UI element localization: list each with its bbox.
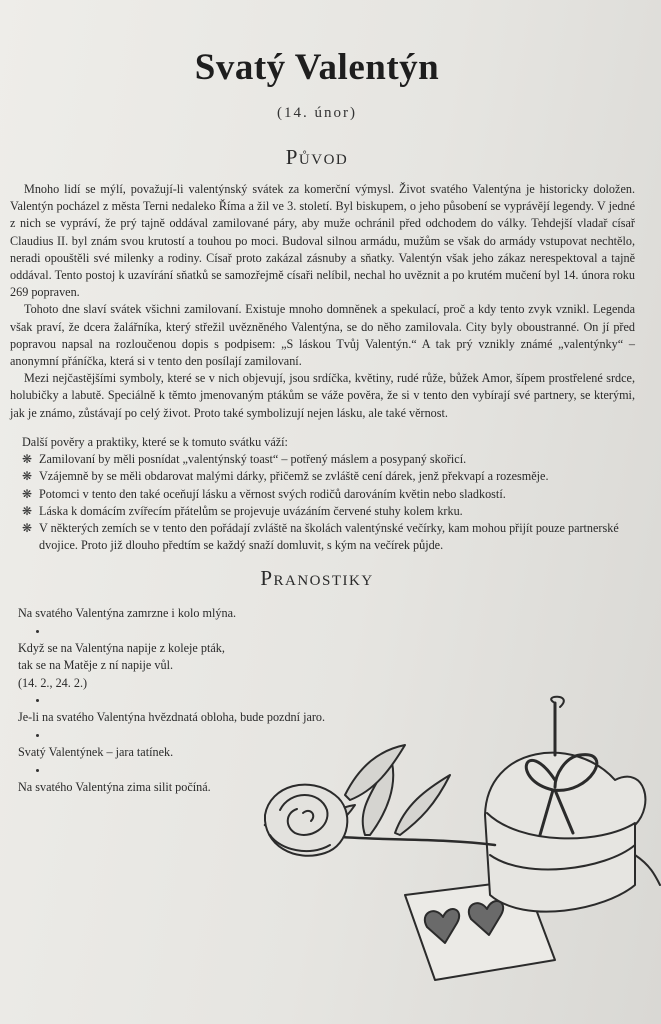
list-item: ❋ Vzájemně by se měli obdarovat malými dárky, přičemž se zvláště cení dárek, jenž překvapí a rozesměje.: [22, 468, 636, 485]
saying: Svatý Valentýnek – jara tatínek.: [18, 744, 174, 759]
list-item: ❋ Zamilovaní by měli posnídat „valentýnský toast“ – potřený máslem a posypaný skořicí.: [22, 451, 636, 468]
date-subtitle: (14. únor): [277, 105, 357, 121]
rose-gift-box-card-illustration: [255, 695, 661, 995]
asterisk-bullet-icon: ❋: [22, 521, 33, 536]
paragraph: Tohoto dne slaví svátek všichni zamilovaní. Existuje mnoho domněnek a spekulací, proč a kdy tento zvyk vznikl. Legenda však praví, že dcera žalářníka, který střežil uvězněného Valentýna, se do něho zamilovala. City byly oboustranné. On jí před popravou napsal na rozloučenou dopis s podpisem: „S láskou Tvůj Valentýn.“ A tak prý vznikly známé „valentýnky“ – anonymní přáníčka, která si v tento den posílají zamilovaní.: [10, 302, 635, 369]
asterisk-bullet-icon: ❋: [22, 452, 33, 467]
list-item: ❋ Potomci v tento den také oceňují lásku a věrnost svých rodičů darováním květin nebo sladkostí.: [22, 486, 636, 503]
saying: Je-li na svatého Valentýna hvězdnatá obloha, bude pozdní jaro.: [18, 710, 326, 725]
saying: Na svatého Valentýna zamrzne i kolo mlýna.: [18, 606, 237, 620]
list-item: ❋ V některých zemích se v tento den pořádají zvláště na školách valentýnské večírky, kam mohou přijít pouze partnerské dvojice. Proto již dlouho předtím se každý snaží domluvit, s kým na večírek půjde.: [22, 521, 619, 553]
paragraph: Mnoho lidí se mýlí, považují-li valentýnský svátek za komerční výmysl. Život svatého Valentýna je historicky doložen. Valentýn pocházel z města Terni nedaleko Říma a žil ve 3. století. Byl biskupem, o jeho působení se vyprávějí legendy. V jedné z nich se vypráví, že prý tajně oddával zamilované páry, aby muže ochránil před odchodem do války. Tehdejší vladař císař Claudius II. byl znám svou krutostí a touhou po moci. Budoval silnou armádu, mužům se však do armády vstupovat nechtělo, neradi opouštěli své milenky a rodiny. Císař proto zakázal zásnuby a sňatky. Valentýn však jeho zákaz nerespektoval a tajně oddával. Tento postoj k uzavírání sňatků se samozřejmě císaři nelíbil, nechal ho uvěznit a po krutém mučení byl 14. února roku 269 popraven.: [10, 182, 635, 300]
saying: (14. 2., 24. 2.): [18, 675, 88, 690]
section-heading-origin: Původ: [285, 145, 349, 169]
dot-separator: [18, 623, 378, 640]
saying: Když se na Valentýna napije z koleje pták,: [18, 640, 225, 655]
beliefs-block: [22, 434, 636, 554]
saying: tak se na Matěje z ní napije vůl.: [18, 658, 173, 673]
paragraph: Mezi nejčastějšími symboly, které se v nich objevují, jsou srdíčka, květiny, rudé růže, bůžek Amor, šípem prostřelené srdce, holubičky a labutě. Speciálně k těmto jmenovaným ptákům se váže pověra, že si v tento den vybírají své partnery, se kterými, jak je známo, zůstávají po celý život. Proto také symbolizují nejen lásku, ale také věrnost.: [10, 371, 635, 420]
asterisk-bullet-icon: ❋: [22, 503, 33, 518]
saying: Na svatého Valentýna zima silit počíná.: [18, 779, 211, 794]
page-title: Svatý Valentýn: [194, 47, 440, 88]
list-item: ❋ Láska k domácím zvířecím přátelům se projevuje uvázáním červené stuhy kolem krku.: [22, 503, 636, 520]
beliefs-list: [22, 451, 636, 554]
asterisk-bullet-icon: ❋: [22, 486, 33, 501]
beliefs-intro: Další pověry a praktiky, které se k tomuto svátku váží:: [22, 435, 288, 449]
section-heading-sayings: Pranostiky: [260, 566, 374, 590]
asterisk-bullet-icon: ❋: [22, 469, 33, 484]
origin-text: [10, 181, 635, 422]
